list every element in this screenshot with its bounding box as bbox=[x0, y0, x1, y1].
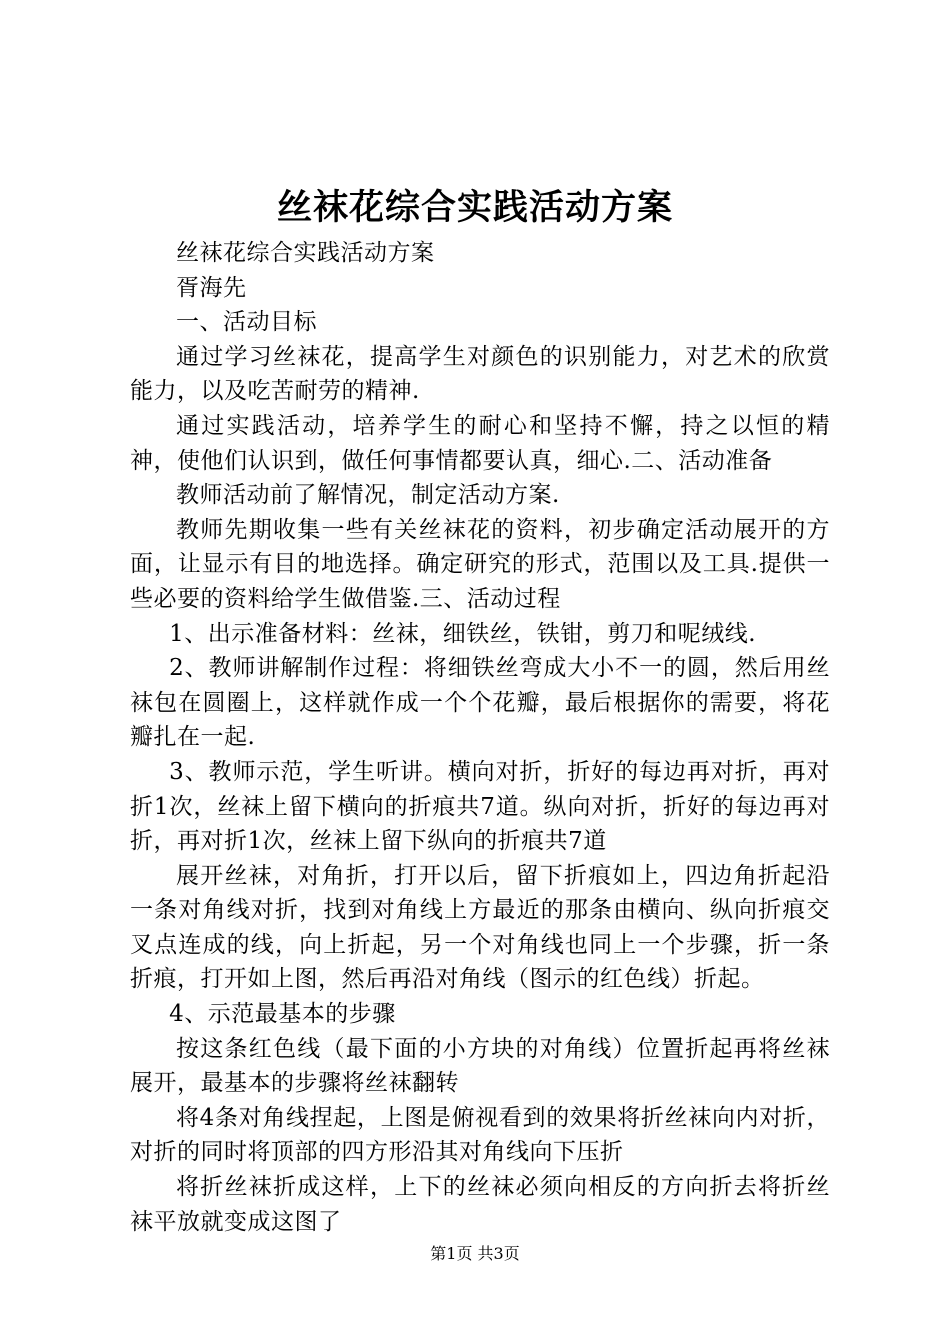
paragraph: 将4条对角线捏起，上图是俯视看到的效果将折丝袜向内对折，对折的同时将顶部的四方形沿其对角线向下压折 bbox=[130, 1104, 830, 1166]
paragraph-step-1: 1、出示准备材料：丝袜，细铁丝，铁钳，剪刀和呢绒线. bbox=[169, 620, 757, 647]
paragraph: 教师先期收集一些有关丝袜花的资料，初步确定活动展开的方面，让显示有目的地选择。确定研究的形式，范围以及工具.提供一些必要的资料给学生做借鉴.三、活动过程 bbox=[130, 516, 830, 612]
paragraph-step-4: 4、示范最基本的步骤 bbox=[169, 1001, 396, 1028]
paragraph-step-3: 3、教师示范，学生听讲。横向对折，折好的每边再对折，再对折1次，丝袜上留下横向的折痕共7道。纵向对折，折好的每边再对折，再对折1次，丝袜上留下纵向的折痕共7道 bbox=[130, 758, 830, 855]
document-title: 丝袜花综合实践活动方案 bbox=[276, 187, 673, 228]
paragraph-subtitle: 丝袜花综合实践活动方案 bbox=[176, 240, 435, 266]
paragraph-heading-goals: 一、活动目标 bbox=[176, 309, 317, 336]
paragraph: 通过实践活动，培养学生的耐心和坚持不懈，持之以恒的精神，使他们认识到，做任何事情都要认真，细心.二、活动准备 bbox=[130, 412, 830, 474]
paragraph: 按这条红色线（最下面的小方块的对角线）位置折起再将丝袜展开，最基本的步骤将丝袜翻转 bbox=[130, 1035, 830, 1097]
paragraph: 展开丝袜，对角折，打开以后，留下折痕如上，四边角折起沿一条对角线对折，找到对角线上方最近的那条由横向、纵向折痕交叉点连成的线，向上折起，另一个对角线也同上一个步骤，折一条折痕，打开如上图，然后再沿对角线（图示的红色线）折起。 bbox=[130, 862, 830, 993]
document-body bbox=[130, 236, 830, 1239]
paragraph-author: 胥海先 bbox=[176, 274, 247, 301]
paragraph: 将折丝袜折成这样，上下的丝袜必须向相反的方向折去将折丝袜平放就变成这图了 bbox=[130, 1174, 830, 1235]
paragraph: 教师活动前了解情况，制定活动方案. bbox=[176, 482, 560, 509]
paragraph-step-2: 2、教师讲解制作过程：将细铁丝弯成大小不一的圆，然后用丝袜包在圆圈上，这样就作成一个个花瓣，最后根据你的需要，将花瓣扎在一起. bbox=[130, 655, 830, 751]
page-number-footer: 第1页 共3页 bbox=[430, 1244, 520, 1263]
paragraph: 通过学习丝袜花，提高学生对颜色的识别能力，对艺术的欣赏能力，以及吃苦耐劳的精神. bbox=[130, 343, 830, 405]
